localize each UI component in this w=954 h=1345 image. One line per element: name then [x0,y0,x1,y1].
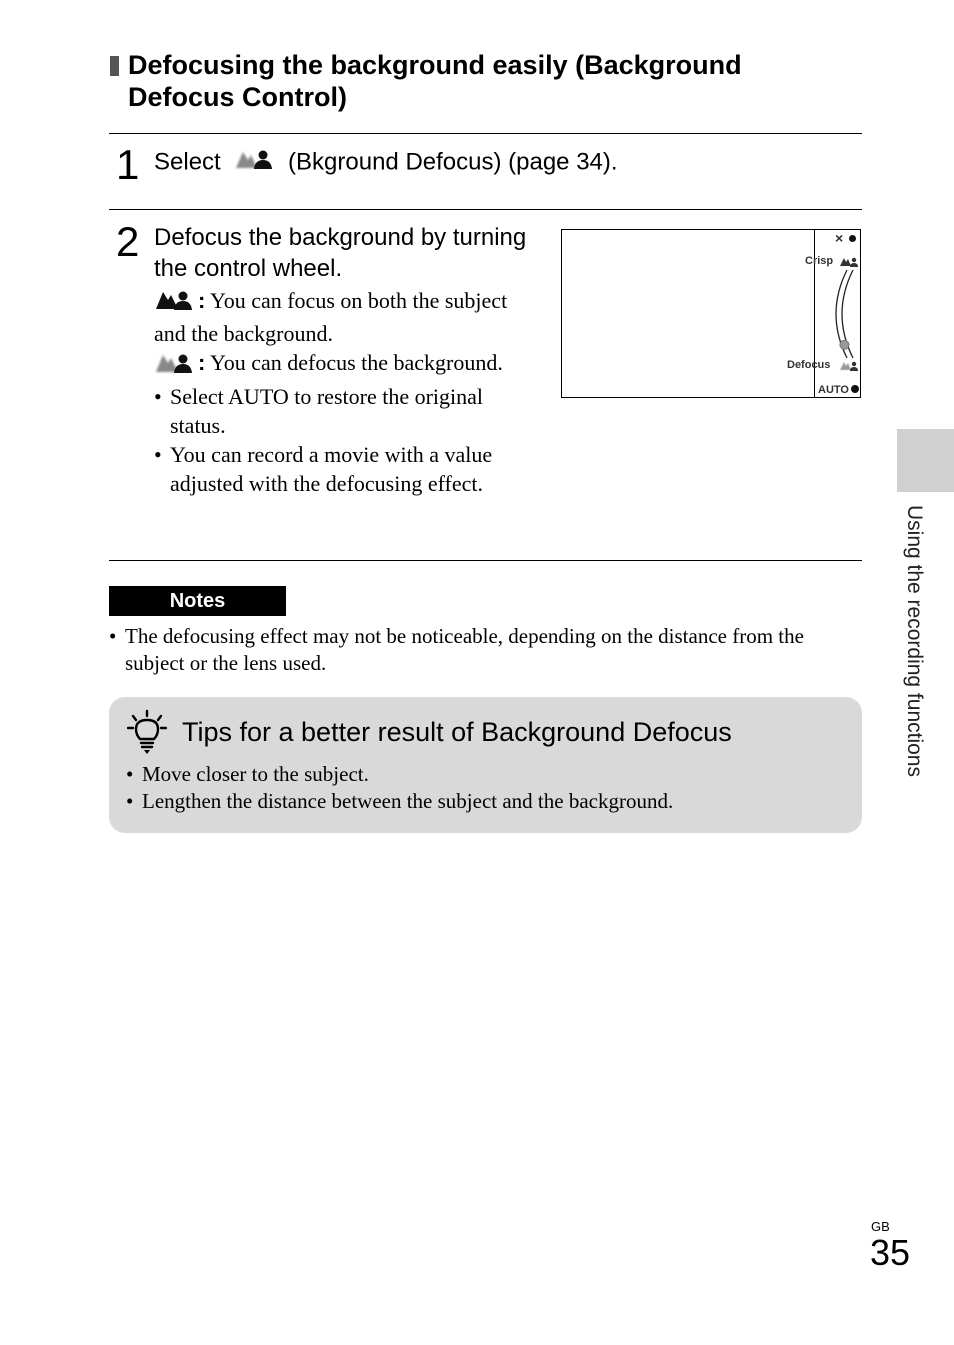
side-tab-label: Using the recording functions [903,505,926,777]
defocus-control-panel [787,230,861,397]
list-item [109,623,857,677]
camera-screen-illustration [561,229,861,398]
defocus-desc-text: You can defocus the background. [210,350,503,376]
step-2-number: 2 [116,218,140,265]
list-item [154,440,524,498]
defocus-background-icon [154,349,194,382]
step-1-text [154,146,618,180]
defocus-label: Defocus [787,359,831,371]
note-text: The defocusing effect may not be noticeable, depending on the distance from the subject or the lens used. [125,624,804,675]
tip-text: Lengthen the distance between the subject and the background. [142,789,674,813]
divider-bottom [109,560,862,561]
tip-text: Move closer to the subject. [142,762,369,786]
defocus-colon: : [198,350,206,376]
bullet-text: Select AUTO to restore the original status. [170,383,484,438]
crisp-background-icon [154,286,194,319]
crisp-desc-text: You can focus on both the subject and the background. [154,288,508,347]
lightbulb-icon [127,709,167,760]
region-code: GB [871,1219,890,1234]
bullet-dot: • [154,383,162,409]
auto-label: AUTO [818,384,849,396]
notes-list [109,623,857,677]
page-number: 35 [870,1232,911,1273]
defocus-description [154,348,524,381]
heading-marker [110,56,119,76]
defocus-mini-icon [840,358,858,376]
crisp-colon: : [198,288,206,313]
tips-box [109,697,862,833]
list-item [154,382,524,440]
notes-badge: Notes [109,586,286,616]
list-item [126,761,846,788]
step-1-number: 1 [116,141,140,188]
step-1-text-before: Select [154,148,221,176]
crisp-label: Crisp [805,255,834,267]
step-2-body [154,286,524,498]
step-2-heading: Defocus the background by turning the control wheel. [154,224,527,282]
bullet-dot: • [109,624,117,648]
bullet-dot: • [126,789,134,813]
step-1-text-after: (Bkground Defocus) (page 34). [288,148,618,176]
section-side-tab [897,429,954,492]
dot-icon [849,235,856,242]
tips-title: Tips for a better result of Background Defocus [182,717,732,747]
close-icon: × [835,230,844,246]
divider-middle [109,209,862,210]
divider-top [109,133,862,134]
section-title: Defocusing the background easily (Background Defocus Control) [128,50,742,112]
bullet-dot: • [154,441,162,467]
bullet-text: You can record a movie with a value adjusted with the defocusing effect. [170,441,493,496]
background-defocus-icon [235,146,273,180]
bullet-dot: • [126,762,134,786]
tips-list [126,761,846,815]
slider-track [823,268,857,360]
auto-dot-icon [851,385,859,393]
crisp-description [154,286,524,348]
list-item [126,788,846,815]
